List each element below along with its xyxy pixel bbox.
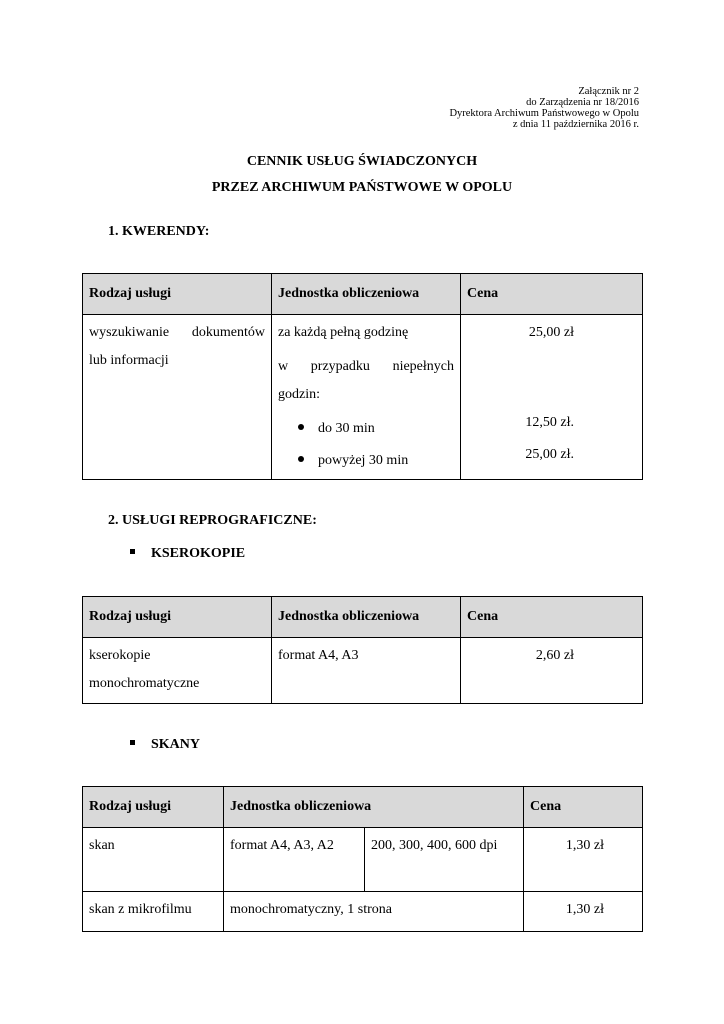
service-word: dokumentów <box>191 325 265 340</box>
issuer-line: Dyrektora Archiwum Państwowego w Opolu <box>449 108 639 119</box>
resolution-cell: 200, 300, 400, 600 dpi <box>365 828 524 892</box>
document-title-line1: CENNIK USŁUG ŚWIADCZONYCH <box>246 154 478 169</box>
price-over-30: 25,00 zł. <box>525 447 574 462</box>
list-item: powyżej 30 min <box>278 447 454 475</box>
header-price: Cena <box>461 274 643 315</box>
list-item: do 30 min <box>278 415 454 443</box>
attachment-number: Załącznik nr 2 <box>578 86 639 97</box>
regulation-reference: do Zarządzenia nr 18/2016 <box>526 97 639 108</box>
unit-cell: format A4, A3, A2 <box>224 828 365 892</box>
table-row <box>83 892 643 932</box>
unit-cell: monochromatyczny, 1 strona <box>224 892 524 932</box>
service-cell: skan z mikrofilmu <box>83 892 224 932</box>
service-cell: skan <box>83 828 224 892</box>
header-service-type: Rodzaj usługi <box>83 597 272 638</box>
kwerendy-table <box>82 273 643 480</box>
unit-word: w <box>278 359 289 374</box>
service-cell: kserokopie monochromatyczne <box>83 638 272 704</box>
bullet-icon <box>298 424 304 430</box>
price-cell: 2,60 zł <box>461 638 643 704</box>
subsection-scans-heading: SKANY <box>130 737 200 753</box>
price-under-30: 12,50 zł. <box>525 415 574 430</box>
unit-cell <box>272 315 461 480</box>
issue-date: z dnia 11 października 2016 r. <box>512 119 639 130</box>
table-header-row <box>83 787 643 828</box>
section-kwerendy-heading: 1. KWERENDY: <box>108 224 210 239</box>
service-cell <box>83 315 272 480</box>
table-header-row <box>83 274 643 315</box>
unit-word: niepełnych <box>392 359 454 374</box>
price-cell <box>461 315 643 480</box>
price-cell: 1,30 zł <box>524 892 643 932</box>
header-service-type: Rodzaj usługi <box>83 274 272 315</box>
table-row <box>83 315 643 480</box>
square-bullet-icon <box>130 549 135 554</box>
bullet-icon <box>298 456 304 462</box>
price-full-hour: 25,00 zł <box>528 325 574 340</box>
unit-word: przypadku <box>310 359 370 374</box>
unit-partial-line: godzin: <box>278 387 320 402</box>
service-word: wyszukiwanie <box>89 325 170 340</box>
header-unit: Jednostka obliczeniowa <box>224 787 524 828</box>
unit-full-hour: za każdą pełną godzinę <box>278 325 409 340</box>
copies-table <box>82 596 643 704</box>
unit-cell: format A4, A3 <box>272 638 461 704</box>
table-row <box>83 828 643 892</box>
header-price: Cena <box>524 787 643 828</box>
scans-table <box>82 786 643 932</box>
header-service-type: Rodzaj usługi <box>83 787 224 828</box>
header-unit: Jednostka obliczeniowa <box>272 274 461 315</box>
attachment-note <box>449 86 639 130</box>
square-bullet-icon <box>130 740 135 745</box>
table-header-row <box>83 597 643 638</box>
section-reprographic-heading: 2. USŁUGI REPROGRAFICZNE: <box>108 513 317 528</box>
header-unit: Jednostka obliczeniowa <box>272 597 461 638</box>
document-title-line2: PRZEZ ARCHIWUM PAŃSTWOWE W OPOLU <box>211 180 513 195</box>
header-price: Cena <box>461 597 643 638</box>
table-row <box>83 638 643 704</box>
service-line: lub informacji <box>89 353 169 368</box>
price-cell: 1,30 zł <box>524 828 643 892</box>
subsection-copies-heading: KSEROKOPIE <box>130 546 245 562</box>
